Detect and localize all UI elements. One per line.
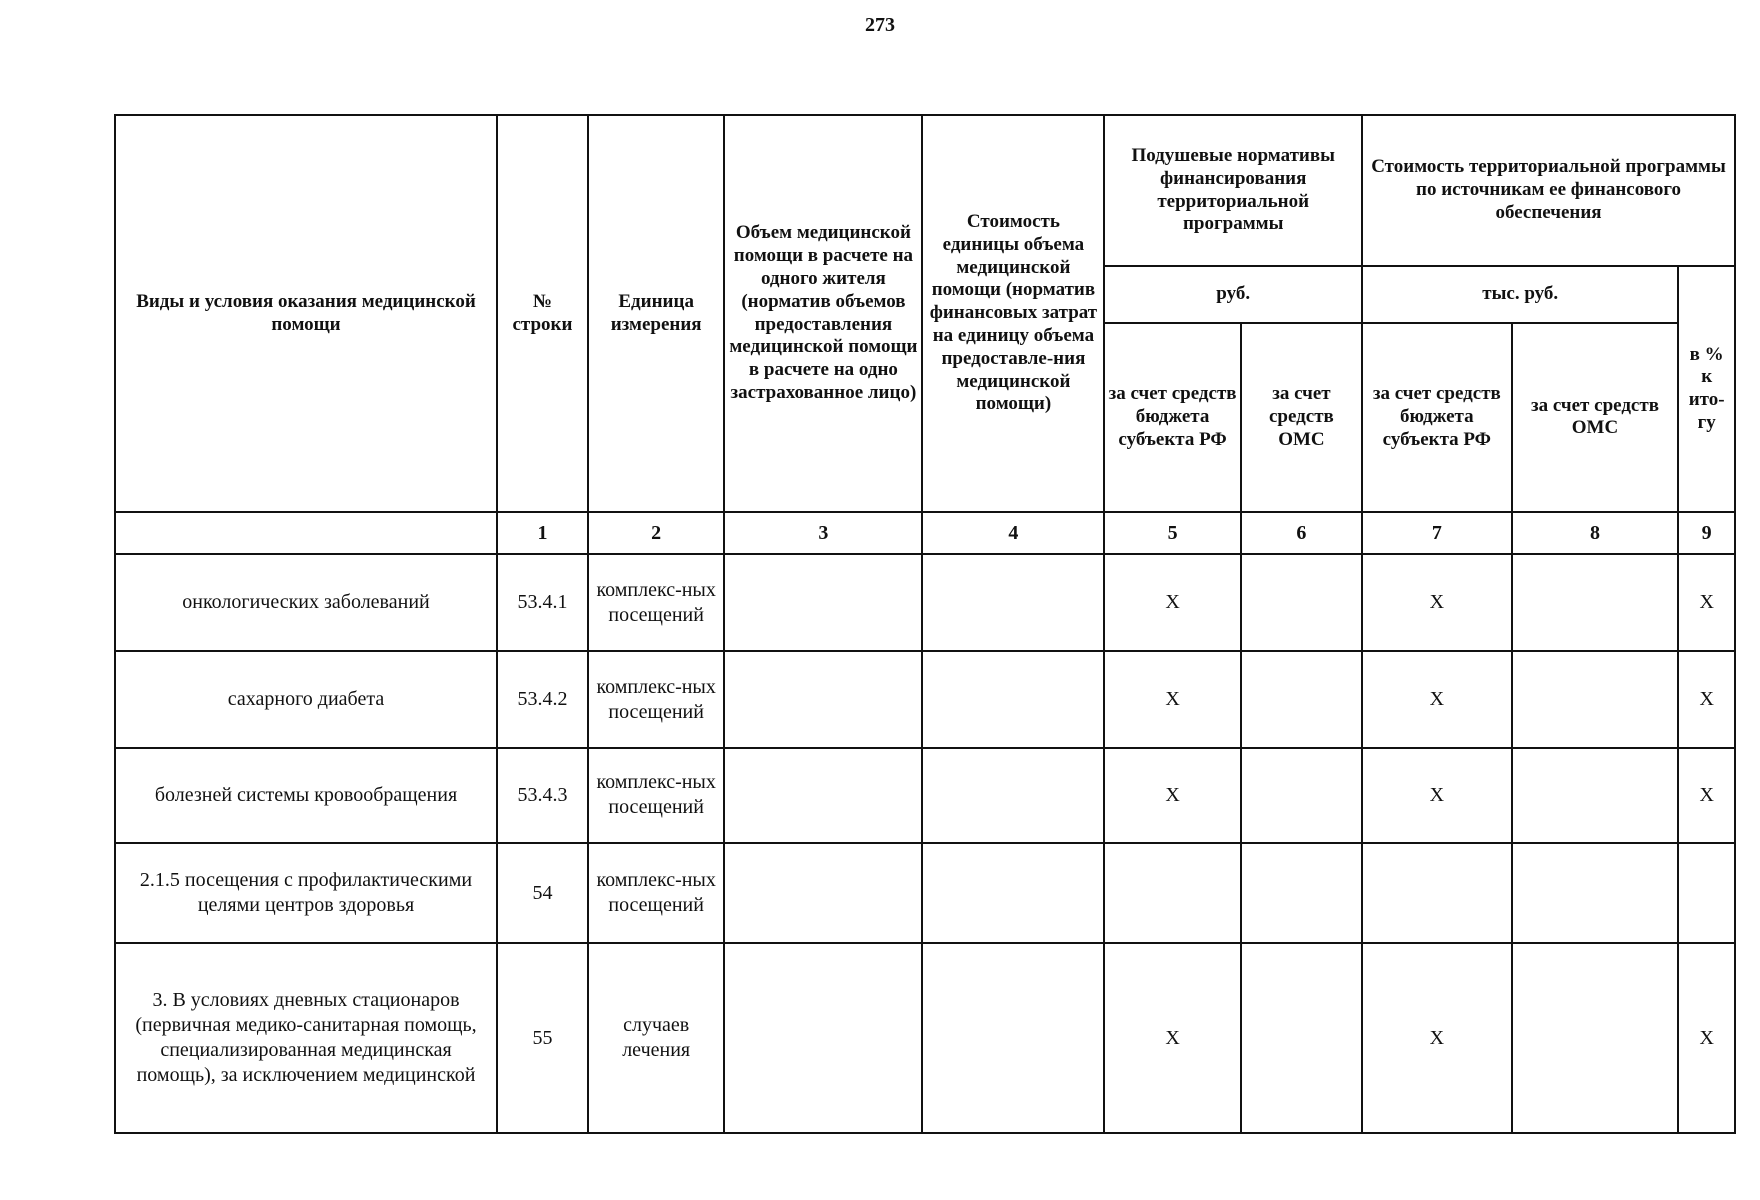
header-percent: в % к ито-гу — [1678, 266, 1735, 512]
row-number: 53.4.1 — [497, 554, 588, 651]
cell-budget-rub — [1104, 843, 1240, 944]
cell-oms-thousand — [1512, 748, 1679, 843]
row-name: сахарного диабета — [115, 651, 497, 748]
cell-oms-thousand — [1512, 943, 1679, 1133]
row-name: 3. В условиях дневных стационаров (первичная медико-санитарная помощь, специализированная медицинская помощь), за исключением медицинской — [115, 943, 497, 1133]
column-number: 3 — [724, 512, 922, 554]
column-number: 6 — [1241, 512, 1362, 554]
cell-cost — [922, 748, 1104, 843]
cell-percent: X — [1678, 748, 1735, 843]
table-row — [115, 651, 1735, 748]
cell-oms-thousand — [1512, 554, 1679, 651]
header-budget-rub: за счет средств бюджета субъекта РФ — [1104, 323, 1240, 512]
page-number: 273 — [865, 14, 895, 36]
cell-budget-rub: X — [1104, 554, 1240, 651]
cell-percent: X — [1678, 651, 1735, 748]
cell-volume — [724, 943, 922, 1133]
cell-budget-thousand: X — [1362, 651, 1512, 748]
cell-budget-rub: X — [1104, 651, 1240, 748]
cell-oms-rub — [1241, 748, 1362, 843]
cell-oms-thousand — [1512, 843, 1679, 944]
row-unit: комплекс-ных посещений — [588, 554, 724, 651]
header-program-cost-group: Стоимость территориальной программы по источникам ее финансового обеспечения — [1362, 115, 1735, 266]
header-budget-thousand: за счет средств бюджета субъекта РФ — [1362, 323, 1512, 512]
cell-budget-rub: X — [1104, 943, 1240, 1133]
cell-volume — [724, 651, 922, 748]
row-number: 54 — [497, 843, 588, 944]
cell-volume — [724, 843, 922, 944]
cell-oms-rub — [1241, 554, 1362, 651]
column-number: 2 — [588, 512, 724, 554]
header-unit-thousand-rub: тыс. руб. — [1362, 266, 1678, 322]
cell-cost — [922, 943, 1104, 1133]
column-number: 9 — [1678, 512, 1735, 554]
cell-budget-rub: X — [1104, 748, 1240, 843]
cell-cost — [922, 843, 1104, 944]
table-row — [115, 943, 1735, 1133]
column-number: 5 — [1104, 512, 1240, 554]
financing-table — [114, 114, 1736, 1134]
row-name: 2.1.5 посещения с профилактическими целями центров здоровья — [115, 843, 497, 944]
header-unit-rub: руб. — [1104, 266, 1362, 322]
column-number-row — [115, 512, 1735, 554]
cell-cost — [922, 554, 1104, 651]
cell-oms-rub — [1241, 651, 1362, 748]
row-number: 55 — [497, 943, 588, 1133]
header-unit: Единица измерения — [588, 115, 724, 512]
column-number: 8 — [1512, 512, 1679, 554]
header-cost: Стоимость единицы объема медицинской помощи (норматив финансовых затрат на единицу объема предоставле-ния медицинской помощи) — [922, 115, 1104, 512]
row-unit: комплекс-ных посещений — [588, 748, 724, 843]
cell-percent: X — [1678, 943, 1735, 1133]
cell-oms-rub — [1241, 943, 1362, 1133]
row-number: 53.4.2 — [497, 651, 588, 748]
header-row-no: № строки — [497, 115, 588, 512]
header-per-capita-group: Подушевые нормативы финансирования территориальной программы — [1104, 115, 1362, 266]
table-row — [115, 554, 1735, 651]
header-types: Виды и условия оказания медицинской помощи — [115, 115, 497, 512]
cell-budget-thousand: X — [1362, 554, 1512, 651]
header-volume: Объем медицинской помощи в расчете на одного жителя (норматив объемов предоставления медицинской помощи в расчете на одно застрахованное лицо) — [724, 115, 922, 512]
column-number: 7 — [1362, 512, 1512, 554]
row-unit: случаев лечения — [588, 943, 724, 1133]
row-name: онкологических заболеваний — [115, 554, 497, 651]
column-number — [115, 512, 497, 554]
cell-percent: X — [1678, 554, 1735, 651]
table-row — [115, 748, 1735, 843]
cell-budget-thousand: X — [1362, 943, 1512, 1133]
row-unit: комплекс-ных посещений — [588, 843, 724, 944]
cell-budget-thousand — [1362, 843, 1512, 944]
header-oms-thousand: за счет средств ОМС — [1512, 323, 1679, 512]
header-oms-rub: за счет средств ОМС — [1241, 323, 1362, 512]
cell-cost — [922, 651, 1104, 748]
row-number: 53.4.3 — [497, 748, 588, 843]
cell-budget-thousand: X — [1362, 748, 1512, 843]
row-unit: комплекс-ных посещений — [588, 651, 724, 748]
table-row — [115, 843, 1735, 944]
cell-oms-thousand — [1512, 651, 1679, 748]
row-name: болезней системы кровообращения — [115, 748, 497, 843]
cell-volume — [724, 554, 922, 651]
column-number: 1 — [497, 512, 588, 554]
column-number: 4 — [922, 512, 1104, 554]
cell-volume — [724, 748, 922, 843]
cell-oms-rub — [1241, 843, 1362, 944]
cell-percent — [1678, 843, 1735, 944]
